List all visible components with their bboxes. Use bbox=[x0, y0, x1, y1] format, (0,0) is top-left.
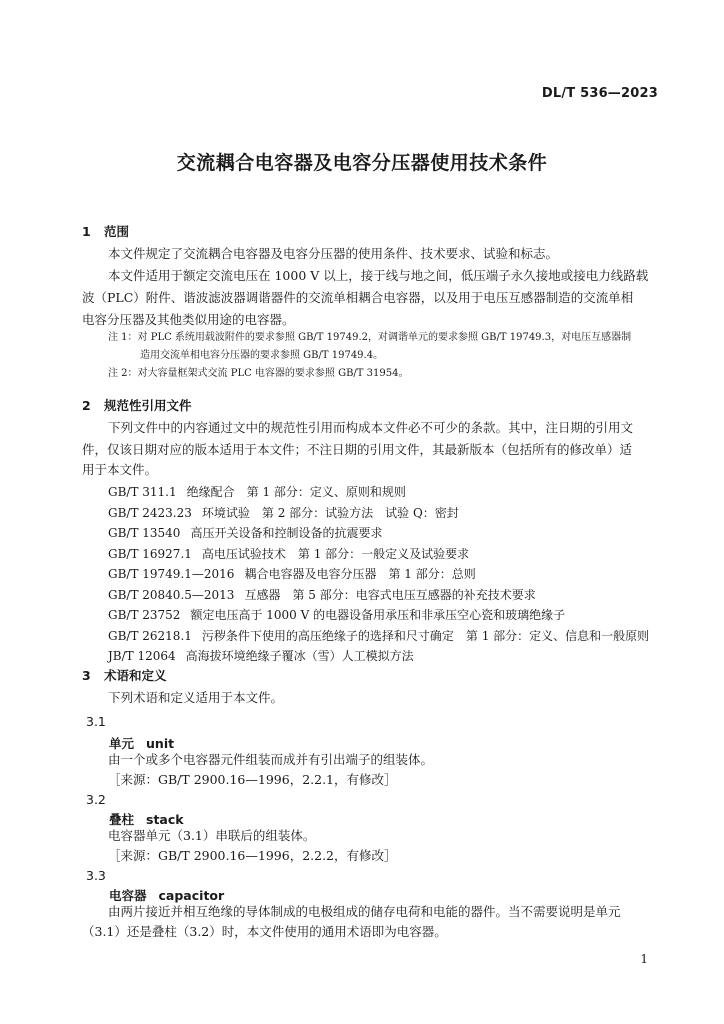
reference-item bbox=[108, 564, 476, 584]
term-definition: 电容器单元（3.1）串联后的组装体。 bbox=[108, 828, 316, 843]
reference-code: GB/T 19749.1—2016 bbox=[108, 567, 235, 581]
document-title: 交流耦合电容器及电容分压器使用技术条件 bbox=[176, 152, 548, 174]
reference-item bbox=[108, 544, 469, 564]
reference-code: GB/T 13540 bbox=[108, 526, 181, 540]
section-3-heading bbox=[82, 666, 167, 684]
reference-code: GB/T 23752 bbox=[108, 608, 181, 622]
reference-title: 高电压试验技术 第 1 部分：一般定义及试验要求 bbox=[201, 546, 470, 561]
section-title: 术语和定义 bbox=[104, 668, 167, 683]
term-name-zh: 单元 bbox=[109, 736, 135, 751]
section-title: 规范性引用文件 bbox=[104, 398, 192, 413]
term-name-en: unit bbox=[146, 736, 175, 751]
term-source: ［来源：GB/T 2900.16—1996，2.2.2，有修改］ bbox=[108, 848, 397, 863]
paragraph: 波（PLC）附件、谐波滤波器调谐器件的交流单相耦合电容器，以及用于电压互感器制造的交流单相 bbox=[82, 290, 634, 305]
term-definition-cont: （3.1）还是叠柱（3.2）时，本文件使用的通用术语即为电容器。 bbox=[82, 924, 447, 939]
reference-item bbox=[108, 646, 414, 666]
section-number: 2 bbox=[82, 398, 91, 413]
section-number: 3 bbox=[82, 668, 91, 683]
reference-item bbox=[108, 503, 459, 523]
document-id: DL/T 536—2023 bbox=[541, 86, 658, 101]
reference-item bbox=[108, 585, 536, 605]
reference-item bbox=[108, 523, 382, 543]
section-1-heading bbox=[82, 222, 129, 240]
reference-code: GB/T 2423.23 bbox=[108, 505, 192, 520]
term-name-en: stack bbox=[146, 812, 184, 827]
term-number: 3.1 bbox=[86, 714, 106, 729]
term-name-zh: 电容器 bbox=[109, 888, 147, 903]
reference-item bbox=[108, 482, 406, 502]
reference-code: GB/T 16927.1 bbox=[108, 546, 192, 561]
term-definition: 由两片接近并相互绝缘的导体制成的电极组成的储存电荷和电能的器件。当不需要说明是单元 bbox=[108, 904, 621, 919]
note-1: 注 1：对 PLC 系统用载波附件的要求参照 GB/T 19749.2，对调谐单元的要求参照 GB/T 19749.3，对电压互感器制 bbox=[108, 332, 632, 343]
reference-title: 耦合电容器及电容分压器 第 1 部分：总则 bbox=[244, 567, 476, 581]
reference-item bbox=[108, 605, 565, 625]
page-number: 1 bbox=[640, 952, 648, 966]
reference-title: 高压开关设备和控制设备的抗震要求 bbox=[190, 526, 383, 540]
section-title: 范围 bbox=[104, 224, 130, 239]
term-name-zh: 叠柱 bbox=[109, 812, 135, 827]
reference-title: 高海拔环境绝缘子覆冰（雪）人工模拟方法 bbox=[185, 649, 414, 663]
section-2-heading bbox=[82, 396, 192, 414]
note-2: 注 2：对大容量框架式交流 PLC 电容器的要求参照 GB/T 31954。 bbox=[108, 368, 409, 379]
term-definition: 由一个或多个电容器元件组装而成并有引出端子的组装体。 bbox=[108, 752, 434, 767]
note-1-cont: 造用交流单相电容分压器的要求参照 GB/T 19749.4。 bbox=[140, 350, 384, 361]
term-source: ［来源：GB/T 2900.16—1996，2.2.1，有修改］ bbox=[108, 772, 397, 787]
paragraph: 下列术语和定义适用于本文件。 bbox=[108, 690, 284, 705]
reference-title: 污秽条件下使用的高压绝缘子的选择和尺寸确定 第 1 部分：定义、信息和一般原则 bbox=[201, 628, 650, 643]
paragraph: 本文件适用于额定交流电压在 1000 V 以上，接于线与地之间，低压端子永久接地或接电力线路载 bbox=[108, 268, 649, 283]
paragraph: 本文件规定了交流耦合电容器及电容分压器的使用条件、技术要求、试验和标志。 bbox=[108, 246, 559, 261]
paragraph: 用于本文件。 bbox=[82, 462, 158, 477]
reference-code: GB/T 311.1 bbox=[108, 485, 177, 499]
reference-code: GB/T 26218.1 bbox=[108, 628, 192, 643]
reference-title: 环境试验 第 2 部分：试验方法 试验 Q：密封 bbox=[201, 505, 459, 520]
reference-item bbox=[108, 626, 649, 646]
term-number: 3.2 bbox=[86, 792, 106, 807]
reference-title: 互感器 第 5 部分：电容式电压互感器的补充技术要求 bbox=[244, 587, 536, 602]
reference-title: 绝缘配合 第 1 部分：定义、原则和规则 bbox=[186, 485, 406, 499]
paragraph: 电容分压器及其他类似用途的电容器。 bbox=[82, 312, 295, 327]
reference-title: 额定电压高于 1000 V 的电器设备用承压和非承压空心瓷和玻璃绝缘子 bbox=[190, 608, 566, 622]
section-number: 1 bbox=[82, 224, 91, 239]
reference-code: GB/T 20840.5—2013 bbox=[108, 587, 235, 602]
term-number: 3.3 bbox=[86, 868, 106, 883]
paragraph: 下列文件中的内容通过文中的规范性引用而构成本文件必不可少的条款。其中，注日期的引用文 bbox=[108, 420, 634, 435]
paragraph: 件，仅该日期对应的版本适用于本文件；不注日期的引用文件，其最新版本（包括所有的修改单）适 bbox=[82, 442, 633, 457]
reference-code: JB/T 12064 bbox=[108, 649, 176, 663]
term-name-en: capacitor bbox=[158, 888, 225, 903]
